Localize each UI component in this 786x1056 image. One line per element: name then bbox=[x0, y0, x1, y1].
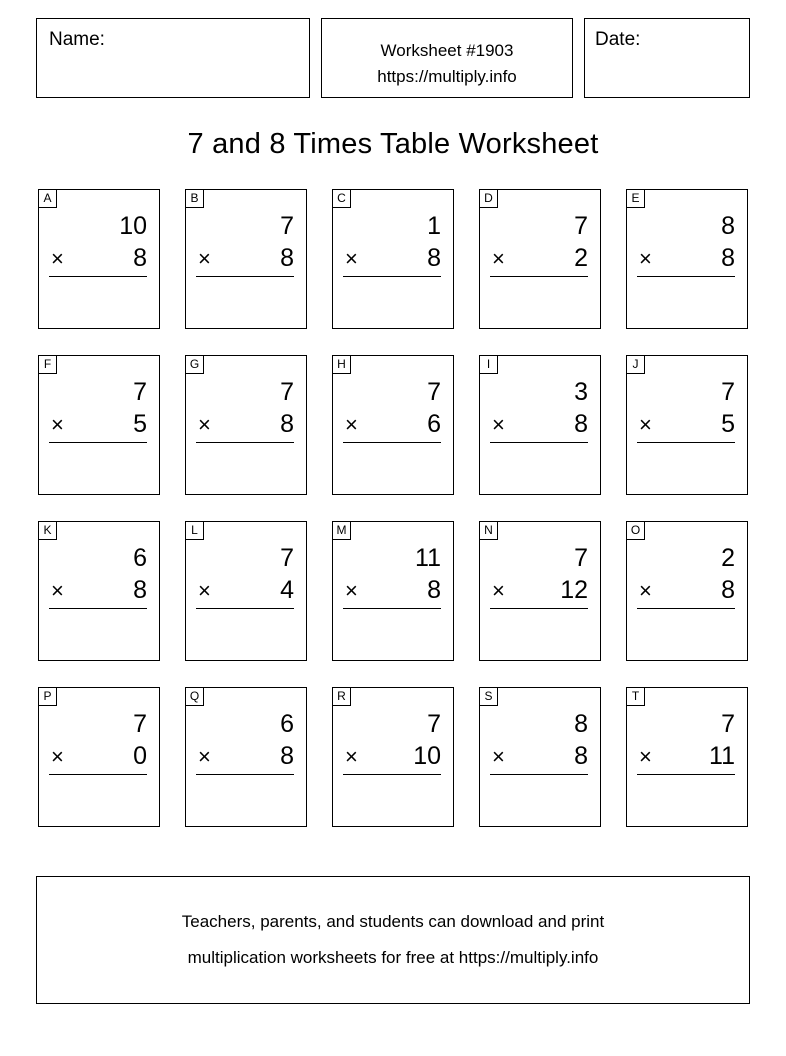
problem-rows bbox=[637, 542, 735, 609]
date-box[interactable] bbox=[584, 18, 750, 98]
operand-bottom: 8 bbox=[427, 244, 441, 272]
answer-rule bbox=[343, 442, 441, 443]
multiply-icon: × bbox=[51, 578, 64, 603]
operand-bottom-row bbox=[637, 408, 735, 440]
operand-bottom-row bbox=[196, 740, 294, 772]
operand-bottom-row bbox=[490, 740, 588, 772]
operand-bottom: 6 bbox=[427, 410, 441, 438]
problem-rows bbox=[490, 542, 588, 609]
operand-top: 7 bbox=[427, 710, 441, 738]
multiply-icon: × bbox=[639, 744, 652, 769]
footer-line-2: multiplication worksheets for free at https://multiply.info bbox=[187, 948, 599, 967]
operand-bottom-row bbox=[343, 408, 441, 440]
operand-top: 7 bbox=[280, 212, 294, 240]
answer-rule bbox=[490, 442, 588, 443]
problem-item[interactable] bbox=[626, 355, 748, 495]
problem-item[interactable] bbox=[332, 687, 454, 827]
problem-item[interactable] bbox=[185, 521, 307, 661]
operand-top: 6 bbox=[280, 710, 294, 738]
worksheet-info-box bbox=[321, 18, 573, 98]
operand-top: 7 bbox=[133, 378, 147, 406]
operand-bottom-row bbox=[490, 574, 588, 606]
multiply-icon: × bbox=[492, 412, 505, 437]
operand-top: 7 bbox=[574, 544, 588, 572]
footer-note bbox=[36, 876, 750, 1004]
answer-rule bbox=[343, 608, 441, 609]
operand-bottom: 5 bbox=[721, 410, 735, 438]
problem-tag: Q bbox=[185, 687, 204, 706]
operand-bottom: 0 bbox=[133, 742, 147, 770]
operand-top: 7 bbox=[721, 710, 735, 738]
problem-item[interactable] bbox=[332, 355, 454, 495]
operand-bottom: 2 bbox=[574, 244, 588, 272]
problem-item[interactable] bbox=[185, 355, 307, 495]
answer-rule bbox=[490, 276, 588, 277]
operand-bottom-row bbox=[343, 242, 441, 274]
answer-rule bbox=[343, 774, 441, 775]
operand-bottom: 4 bbox=[280, 576, 294, 604]
multiply-icon: × bbox=[198, 246, 211, 271]
multiply-icon: × bbox=[639, 578, 652, 603]
problem-rows bbox=[637, 708, 735, 775]
problem-item[interactable] bbox=[479, 687, 601, 827]
operand-bottom-row bbox=[343, 740, 441, 772]
multiply-icon: × bbox=[492, 246, 505, 271]
problem-rows bbox=[196, 376, 294, 443]
answer-rule bbox=[196, 774, 294, 775]
operand-bottom: 12 bbox=[560, 576, 588, 604]
operand-bottom: 8 bbox=[574, 410, 588, 438]
multiply-icon: × bbox=[492, 744, 505, 769]
problem-rows bbox=[343, 210, 441, 277]
problem-item[interactable] bbox=[626, 189, 748, 329]
problem-rows bbox=[490, 210, 588, 277]
multiply-icon: × bbox=[639, 412, 652, 437]
problem-rows bbox=[637, 210, 735, 277]
operand-top: 11 bbox=[415, 544, 441, 572]
problem-rows bbox=[343, 708, 441, 775]
answer-rule bbox=[49, 608, 147, 609]
operand-bottom: 8 bbox=[280, 244, 294, 272]
operand-bottom: 8 bbox=[574, 742, 588, 770]
problem-tag: H bbox=[332, 355, 351, 374]
problem-rows bbox=[196, 708, 294, 775]
problem-rows bbox=[196, 542, 294, 609]
site-url: https://multiply.info bbox=[377, 67, 517, 86]
operand-top: 3 bbox=[574, 378, 588, 406]
multiply-icon: × bbox=[345, 578, 358, 603]
problem-item[interactable] bbox=[38, 687, 160, 827]
problem-tag: N bbox=[479, 521, 498, 540]
problem-rows bbox=[637, 376, 735, 443]
operand-bottom: 11 bbox=[709, 742, 735, 770]
problem-tag: M bbox=[332, 521, 351, 540]
answer-rule bbox=[196, 276, 294, 277]
answer-rule bbox=[490, 608, 588, 609]
multiply-icon: × bbox=[51, 744, 64, 769]
operand-bottom: 8 bbox=[280, 742, 294, 770]
problem-tag: S bbox=[479, 687, 498, 706]
operand-bottom: 8 bbox=[721, 244, 735, 272]
operand-top: 7 bbox=[280, 378, 294, 406]
operand-top: 2 bbox=[721, 544, 735, 572]
operand-bottom-row bbox=[49, 740, 147, 772]
operand-top: 8 bbox=[721, 212, 735, 240]
answer-rule bbox=[49, 276, 147, 277]
problem-rows bbox=[343, 376, 441, 443]
problem-tag: O bbox=[626, 521, 645, 540]
problem-tag: A bbox=[38, 189, 57, 208]
problem-item[interactable] bbox=[185, 189, 307, 329]
answer-rule bbox=[196, 442, 294, 443]
answer-rule bbox=[637, 276, 735, 277]
operand-top: 10 bbox=[119, 212, 147, 240]
operand-bottom-row bbox=[490, 242, 588, 274]
problem-tag: I bbox=[479, 355, 498, 374]
problem-item[interactable] bbox=[38, 189, 160, 329]
multiply-icon: × bbox=[345, 744, 358, 769]
problem-item[interactable] bbox=[626, 687, 748, 827]
worksheet-id: Worksheet #1903 bbox=[380, 41, 514, 60]
multiply-icon: × bbox=[345, 246, 358, 271]
multiply-icon: × bbox=[51, 412, 64, 437]
operand-bottom: 10 bbox=[413, 742, 441, 770]
problem-item[interactable] bbox=[185, 687, 307, 827]
problem-rows bbox=[490, 376, 588, 443]
multiply-icon: × bbox=[198, 412, 211, 437]
header bbox=[36, 18, 750, 98]
operand-bottom: 8 bbox=[280, 410, 294, 438]
problem-tag: R bbox=[332, 687, 351, 706]
problem-rows bbox=[49, 210, 147, 277]
operand-bottom: 8 bbox=[427, 576, 441, 604]
problem-tag: B bbox=[185, 189, 204, 208]
operand-top: 7 bbox=[280, 544, 294, 572]
problem-tag: G bbox=[185, 355, 204, 374]
multiply-icon: × bbox=[492, 578, 505, 603]
multiply-icon: × bbox=[51, 246, 64, 271]
operand-bottom-row bbox=[196, 408, 294, 440]
operand-bottom-row bbox=[49, 574, 147, 606]
operand-bottom-row bbox=[490, 408, 588, 440]
operand-top: 7 bbox=[721, 378, 735, 406]
name-label: Name: bbox=[49, 29, 105, 50]
operand-bottom-row bbox=[196, 242, 294, 274]
problem-tag: F bbox=[38, 355, 57, 374]
answer-rule bbox=[196, 608, 294, 609]
operand-bottom-row bbox=[49, 408, 147, 440]
operand-bottom-row bbox=[637, 242, 735, 274]
problem-grid bbox=[36, 189, 750, 827]
answer-rule bbox=[637, 774, 735, 775]
name-box[interactable] bbox=[36, 18, 310, 98]
operand-bottom: 8 bbox=[133, 244, 147, 272]
operand-bottom-row bbox=[637, 574, 735, 606]
problem-item[interactable] bbox=[626, 521, 748, 661]
problem-tag: C bbox=[332, 189, 351, 208]
problem-tag: L bbox=[185, 521, 204, 540]
operand-bottom: 5 bbox=[133, 410, 147, 438]
problem-item[interactable] bbox=[479, 521, 601, 661]
problem-item[interactable] bbox=[332, 521, 454, 661]
operand-bottom-row bbox=[343, 574, 441, 606]
problem-item[interactable] bbox=[479, 355, 601, 495]
answer-rule bbox=[343, 276, 441, 277]
operand-bottom-row bbox=[637, 740, 735, 772]
multiply-icon: × bbox=[198, 744, 211, 769]
operand-bottom: 8 bbox=[133, 576, 147, 604]
problem-tag: T bbox=[626, 687, 645, 706]
operand-top: 7 bbox=[133, 710, 147, 738]
problem-rows bbox=[343, 542, 441, 609]
multiply-icon: × bbox=[345, 412, 358, 437]
problem-rows bbox=[49, 708, 147, 775]
problem-rows bbox=[196, 210, 294, 277]
problem-tag: K bbox=[38, 521, 57, 540]
problem-tag: E bbox=[626, 189, 645, 208]
problem-item[interactable] bbox=[38, 521, 160, 661]
answer-rule bbox=[49, 442, 147, 443]
operand-bottom-row bbox=[49, 242, 147, 274]
date-label: Date: bbox=[595, 29, 641, 50]
operand-top: 6 bbox=[133, 544, 147, 572]
page-title: 7 and 8 Times Table Worksheet bbox=[187, 128, 599, 160]
answer-rule bbox=[637, 442, 735, 443]
multiply-icon: × bbox=[639, 246, 652, 271]
problem-item[interactable] bbox=[479, 189, 601, 329]
operand-bottom-row bbox=[196, 574, 294, 606]
operand-top: 7 bbox=[427, 378, 441, 406]
footer-line-1: Teachers, parents, and students can download and print bbox=[181, 912, 605, 931]
problem-item[interactable] bbox=[332, 189, 454, 329]
operand-bottom: 8 bbox=[721, 576, 735, 604]
answer-rule bbox=[49, 774, 147, 775]
problem-rows bbox=[490, 708, 588, 775]
answer-rule bbox=[490, 774, 588, 775]
problem-tag: P bbox=[38, 687, 57, 706]
operand-top: 8 bbox=[574, 710, 588, 738]
problem-item[interactable] bbox=[38, 355, 160, 495]
operand-top: 1 bbox=[427, 212, 441, 240]
problem-rows bbox=[49, 542, 147, 609]
multiply-icon: × bbox=[198, 578, 211, 603]
operand-top: 7 bbox=[574, 212, 588, 240]
problem-tag: J bbox=[626, 355, 645, 374]
problem-rows bbox=[49, 376, 147, 443]
answer-rule bbox=[637, 608, 735, 609]
problem-tag: D bbox=[479, 189, 498, 208]
